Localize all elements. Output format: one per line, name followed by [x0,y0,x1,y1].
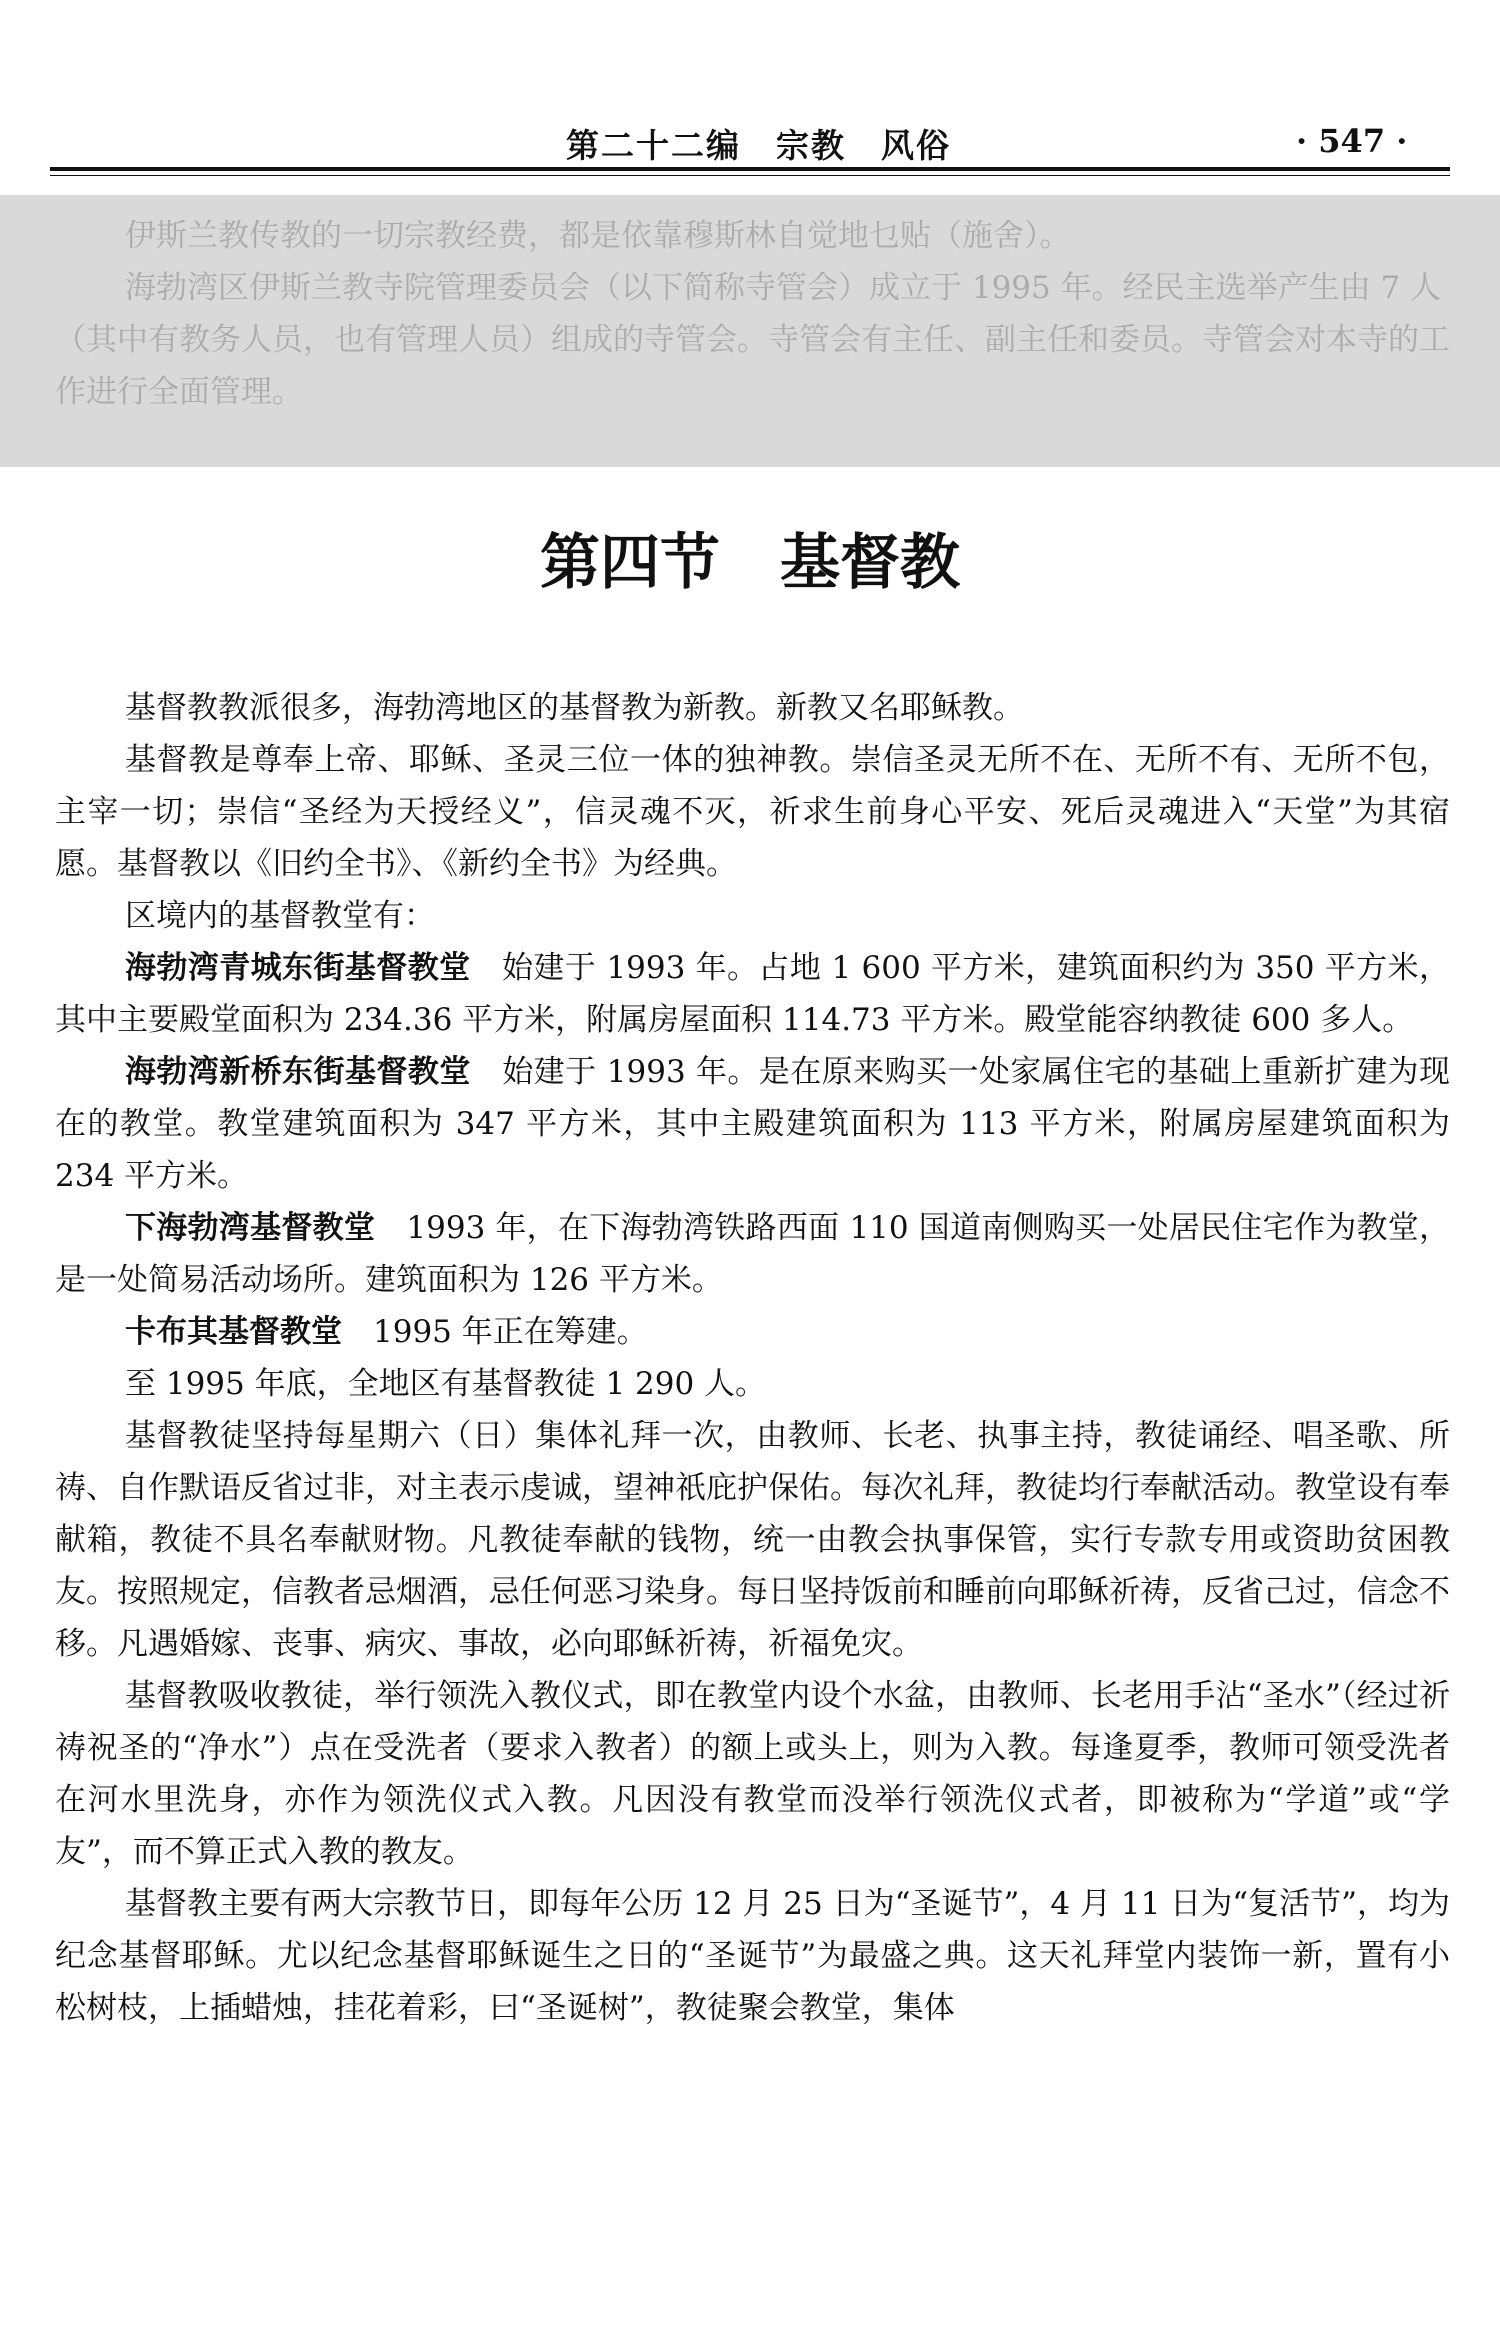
header-rule-thick [50,167,1450,171]
church-name: 海勃湾青城东街基督教堂 [125,950,471,986]
paragraph: 基督教吸收教徒，举行领洗入教仪式，即在教堂内设个水盆，由教师、长老用手沾“圣水”（经过祈祷祝圣的“净水”）点在受洗者（要求入教者）的额上或头上，则为入教。每逢夏季，教师可领受洗者在河水里洗身，亦作为领洗仪式入教。凡因没有教堂而没举行领洗仪式者，即被称为“学道”或“学友”，而不算正式入教的教友。 [55,1678,1450,1870]
running-header [0,110,1500,170]
church-name: 卡布其基督教堂 [125,1314,342,1350]
church-entry [55,1306,1450,1358]
faded-paragraph: 伊斯兰教传教的一切宗教经费，都是依靠穆斯林自觉地乜贴（施舍）。 [125,218,1071,254]
church-entry [55,1202,1450,1306]
church-description: 1995 年正在筹建。 [342,1314,648,1350]
paragraph: 基督教徒坚持每星期六（日）集体礼拜一次，由教师、长老、执事主持，教徒诵经、唱圣歌、所祷、自作默语反省过非，对主表示虔诚，望神祇庇护保佑。每次礼拜，教徒均行奉献活动。教堂设有奉献箱，教徒不具名奉献财物。凡教徒奉献的钱物，统一由教会执事保管，实行专款专用或资助贫困教友。按照规定，信教者忌烟酒，忌任何恶习染身。每日坚持饭前和睡前向耶稣祈祷，反省己过，信念不移。凡遇婚嫁、丧事、病灾、事故，必向耶稣祈祷，祈福免灾。 [55,1418,1450,1662]
section-title: 第四节 基督教 [540,528,960,598]
church-entry [55,942,1450,1046]
paragraph: 基督教教派很多，海勃湾地区的基督教为新教。新教又名耶稣教。 [125,690,1024,726]
church-name: 海勃湾新桥东街基督教堂 [125,1054,471,1090]
paragraph: 区境内的基督教堂有： [125,898,435,934]
faded-paragraph: 海勃湾区伊斯兰教寺院管理委员会（以下简称寺管会）成立于 1995 年。经民主选举产生由 7 人（其中有教务人员，也有管理人员）组成的寺管会。寺管会有主任、副主任和委员。寺管会对本寺的工作进行全面管理。 [55,270,1450,410]
page-number: · 547 · [1296,122,1408,160]
church-description: 1993 年，在下海勃湾铁路西面 110 国道南侧购买一处居民住宅作为教堂，是一处简易活动场所。建筑面积为 126 平方米。 [55,1210,1451,1298]
running-header-title: 第二十二编 宗教 风俗 [566,126,951,165]
body-text [55,682,1450,2034]
header-rule-thin [50,175,1450,176]
church-description: 始建于 1993 年。占地 1 600 平方米，建筑面积约为 350 平方米，其中主要殿堂面积为 234.36 平方米，附属房屋面积 114.73 平方米。殿堂能容纳教徒 600 多人。 [55,950,1450,1038]
paragraph: 基督教主要有两大宗教节日，即每年公历 12 月 25 日为“圣诞节”，4 月 11 日为“复活节”，均为纪念基督耶稣。尤以纪念基督耶稣诞生之日的“圣诞节”为最盛之典。这天礼拜堂内装饰一新，置有小松树枝，上插蜡烛，挂花着彩，曰“圣诞树”，教徒聚会教堂，集体 [55,1886,1450,2026]
paragraph: 基督教是尊奉上帝、耶稣、圣灵三位一体的独神教。崇信圣灵无所不在、无所不有、无所不包，主宰一切；崇信“圣经为天授经义”，信灵魂不灭，祈求生前身心平安、死后灵魂进入“天堂”为其宿愿。基督教以《旧约全书》、《新约全书》为经典。 [55,742,1450,882]
church-entry [55,1046,1450,1202]
paragraph: 至 1995 年底，全地区有基督教徒 1 290 人。 [125,1366,767,1402]
church-name: 下海勃湾基督教堂 [125,1210,376,1246]
church-description: 始建于 1993 年。是在原来购买一处家属住宅的基础上重新扩建为现在的教堂。教堂建筑面积为 347 平方米，其中主殿建筑面积为 113 平方米，附属房屋建筑面积为 234 平方米。 [55,1054,1450,1194]
